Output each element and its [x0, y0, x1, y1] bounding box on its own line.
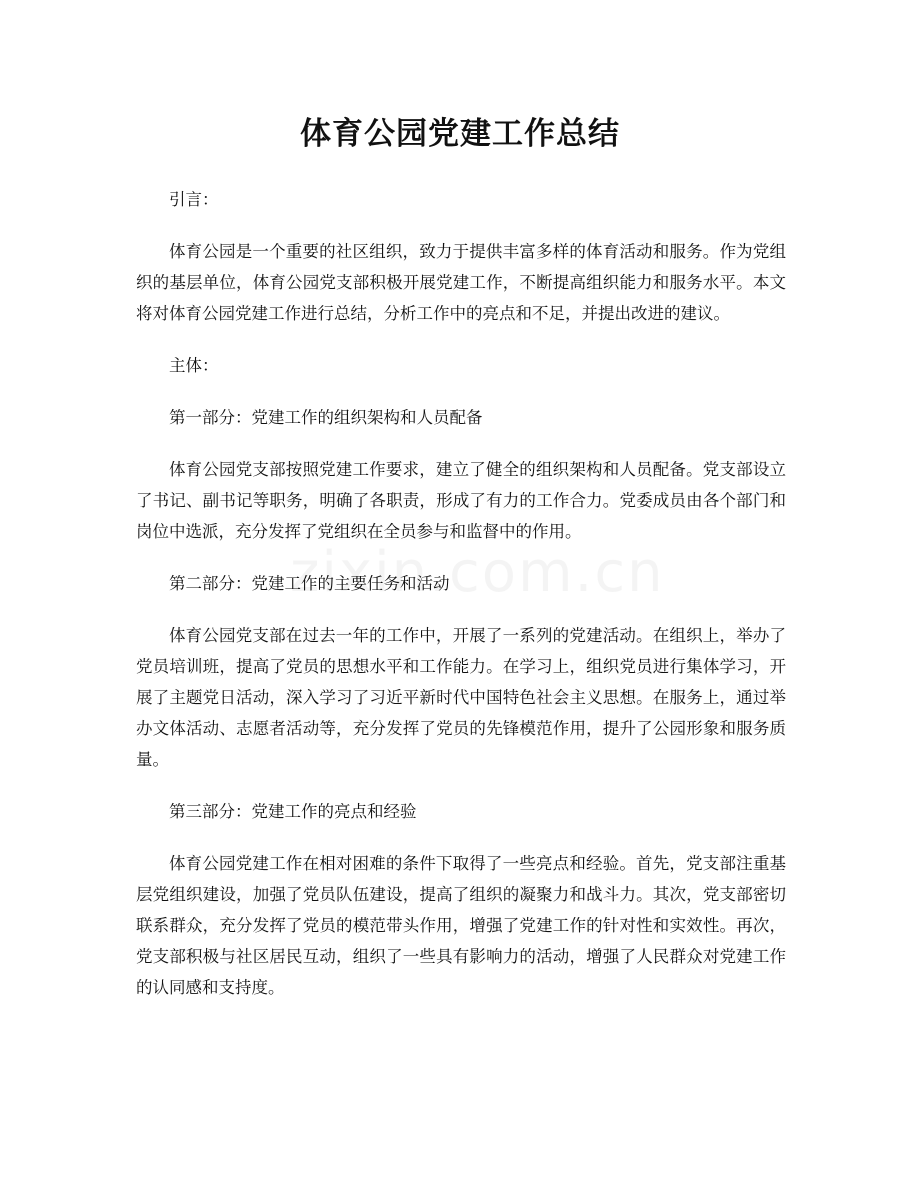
- section-2-paragraph: 体育公园党支部在过去一年的工作中，开展了一系列的党建活动。在组织上，举办了党员培训班，提高了党员的思想水平和工作能力。在学习上，组织党员进行集体学习，开展了主题党日活动，深入学习了习近平新时代中国特色社会主义思想。在服务上，通过举办文体活动、志愿者活动等，充分发挥了党员的先锋模范作用，提升了公园形象和服务质量。: [136, 626, 786, 769]
- section-1-heading: 第一部分：党建工作的组织架构和人员配备: [169, 408, 483, 427]
- section-3-paragraph: 体育公园党建工作在相对困难的条件下取得了一些亮点和经验。首先，党支部注重基层党组织建设，加强了党员队伍建设，提高了组织的凝聚力和战斗力。其次，党支部密切联系群众，充分发挥了党员的模范带头作用，增强了党建工作的针对性和实效性。再次，党支部积极与社区居民互动，组织了一些具有影响力的活动，增强了人民群众对党建工作的认同感和支持度。: [136, 854, 786, 997]
- document-title: 体育公园党建工作总结: [300, 116, 620, 152]
- section-2-heading: 第二部分：党建工作的主要任务和活动: [169, 574, 450, 593]
- document-body: [136, 184, 786, 1024]
- section-1-paragraph: 体育公园党支部按照党建工作要求，建立了健全的组织架构和人员配备。党支部设立了书记、副书记等职务，明确了各职责，形成了有力的工作合力。党委成员由各个部门和岗位中选派，充分发挥了党组织在全员参与和监督中的作用。: [136, 460, 786, 541]
- intro-paragraph: 体育公园是一个重要的社区组织，致力于提供丰富多样的体育活动和服务。作为党组织的基层单位，体育公园党支部积极开展党建工作，不断提高组织能力和服务水平。本文将对体育公园党建工作进行总结，分析工作中的亮点和不足，并提出改进的建议。: [136, 242, 786, 323]
- main-body-heading: 主体：: [169, 356, 219, 375]
- intro-heading: 引言：: [169, 190, 219, 209]
- section-3-heading: 第三部分：党建工作的亮点和经验: [169, 802, 417, 821]
